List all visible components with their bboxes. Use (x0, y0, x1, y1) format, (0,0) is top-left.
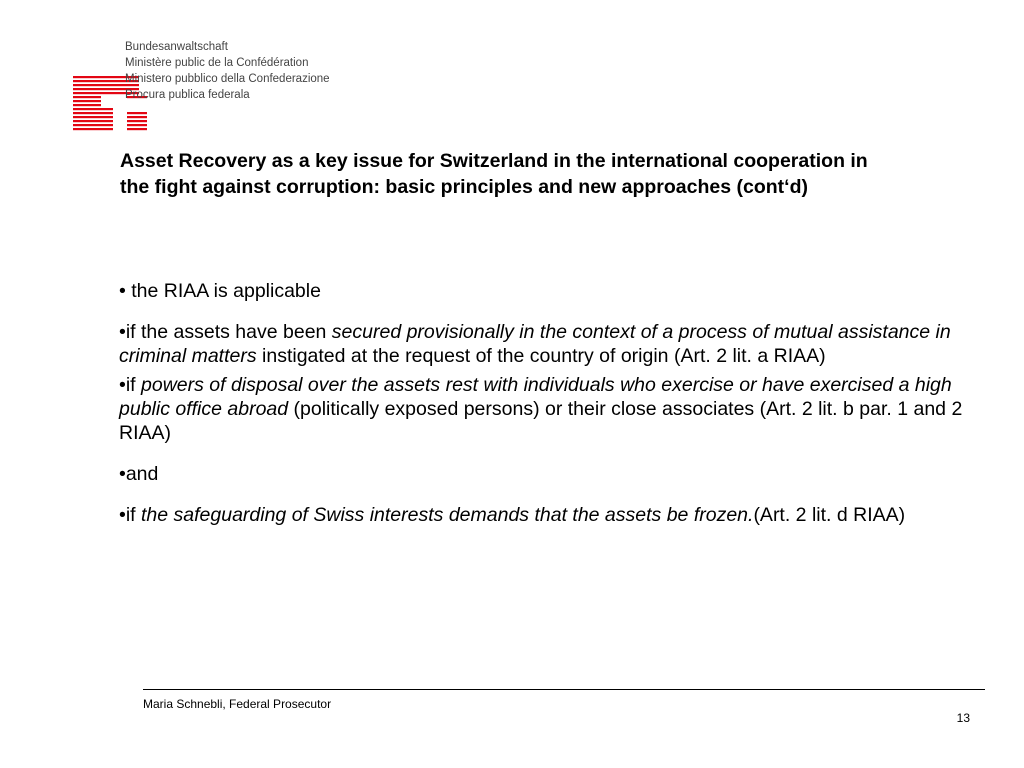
bullet-swiss-interests (119, 503, 969, 527)
bullet-and: •and (119, 463, 159, 485)
bullet-lead: •if (119, 374, 141, 396)
bullet-secured-provisionally (119, 320, 969, 368)
bullet-tail: (politically exposed persons) or their close associates (Art. 2 lit. b par. 1 and 2 RIAA) (119, 398, 963, 444)
bullet-riaa-applicable: • the RIAA is applicable (119, 280, 321, 302)
bullet-italic: secured provisionally in the context of a process of mutual assistance in criminal matters (119, 321, 951, 367)
bullet-powers-of-disposal (119, 373, 969, 445)
presenter-name: Maria Schnebli, Federal Prosecutor (143, 697, 332, 711)
footer-divider (143, 689, 985, 690)
organization-names (125, 39, 330, 103)
org-name-italian: Ministero pubblico della Confederazione (125, 73, 330, 85)
org-name-french: Ministère public de la Confédération (125, 57, 309, 69)
bullet-tail: instigated at the request of the country of origin (Art. 2 lit. a RIAA) (256, 345, 826, 367)
bullet-italic: powers of disposal over the assets rest with individuals who exercise or have exercised a high public office abroad (119, 374, 952, 420)
page-number: 13 (956, 711, 970, 725)
bullet-lead: •if the assets have been (119, 321, 332, 343)
bullet-italic: the safeguarding of Swiss interests demands that the assets be frozen. (141, 504, 754, 526)
slide-body (119, 279, 969, 527)
org-name-german: Bundesanwaltschaft (125, 41, 228, 53)
slide-title: Asset Recovery as a key issue for Switzerland in the international cooperation in the fight against corruption: basic principles and new approaches (cont‘d) (120, 150, 868, 198)
org-name-romansh: Procura publica federala (125, 89, 250, 101)
bullet-lead: •if (119, 504, 141, 526)
bullet-tail: (Art. 2 lit. d RIAA) (753, 504, 906, 526)
